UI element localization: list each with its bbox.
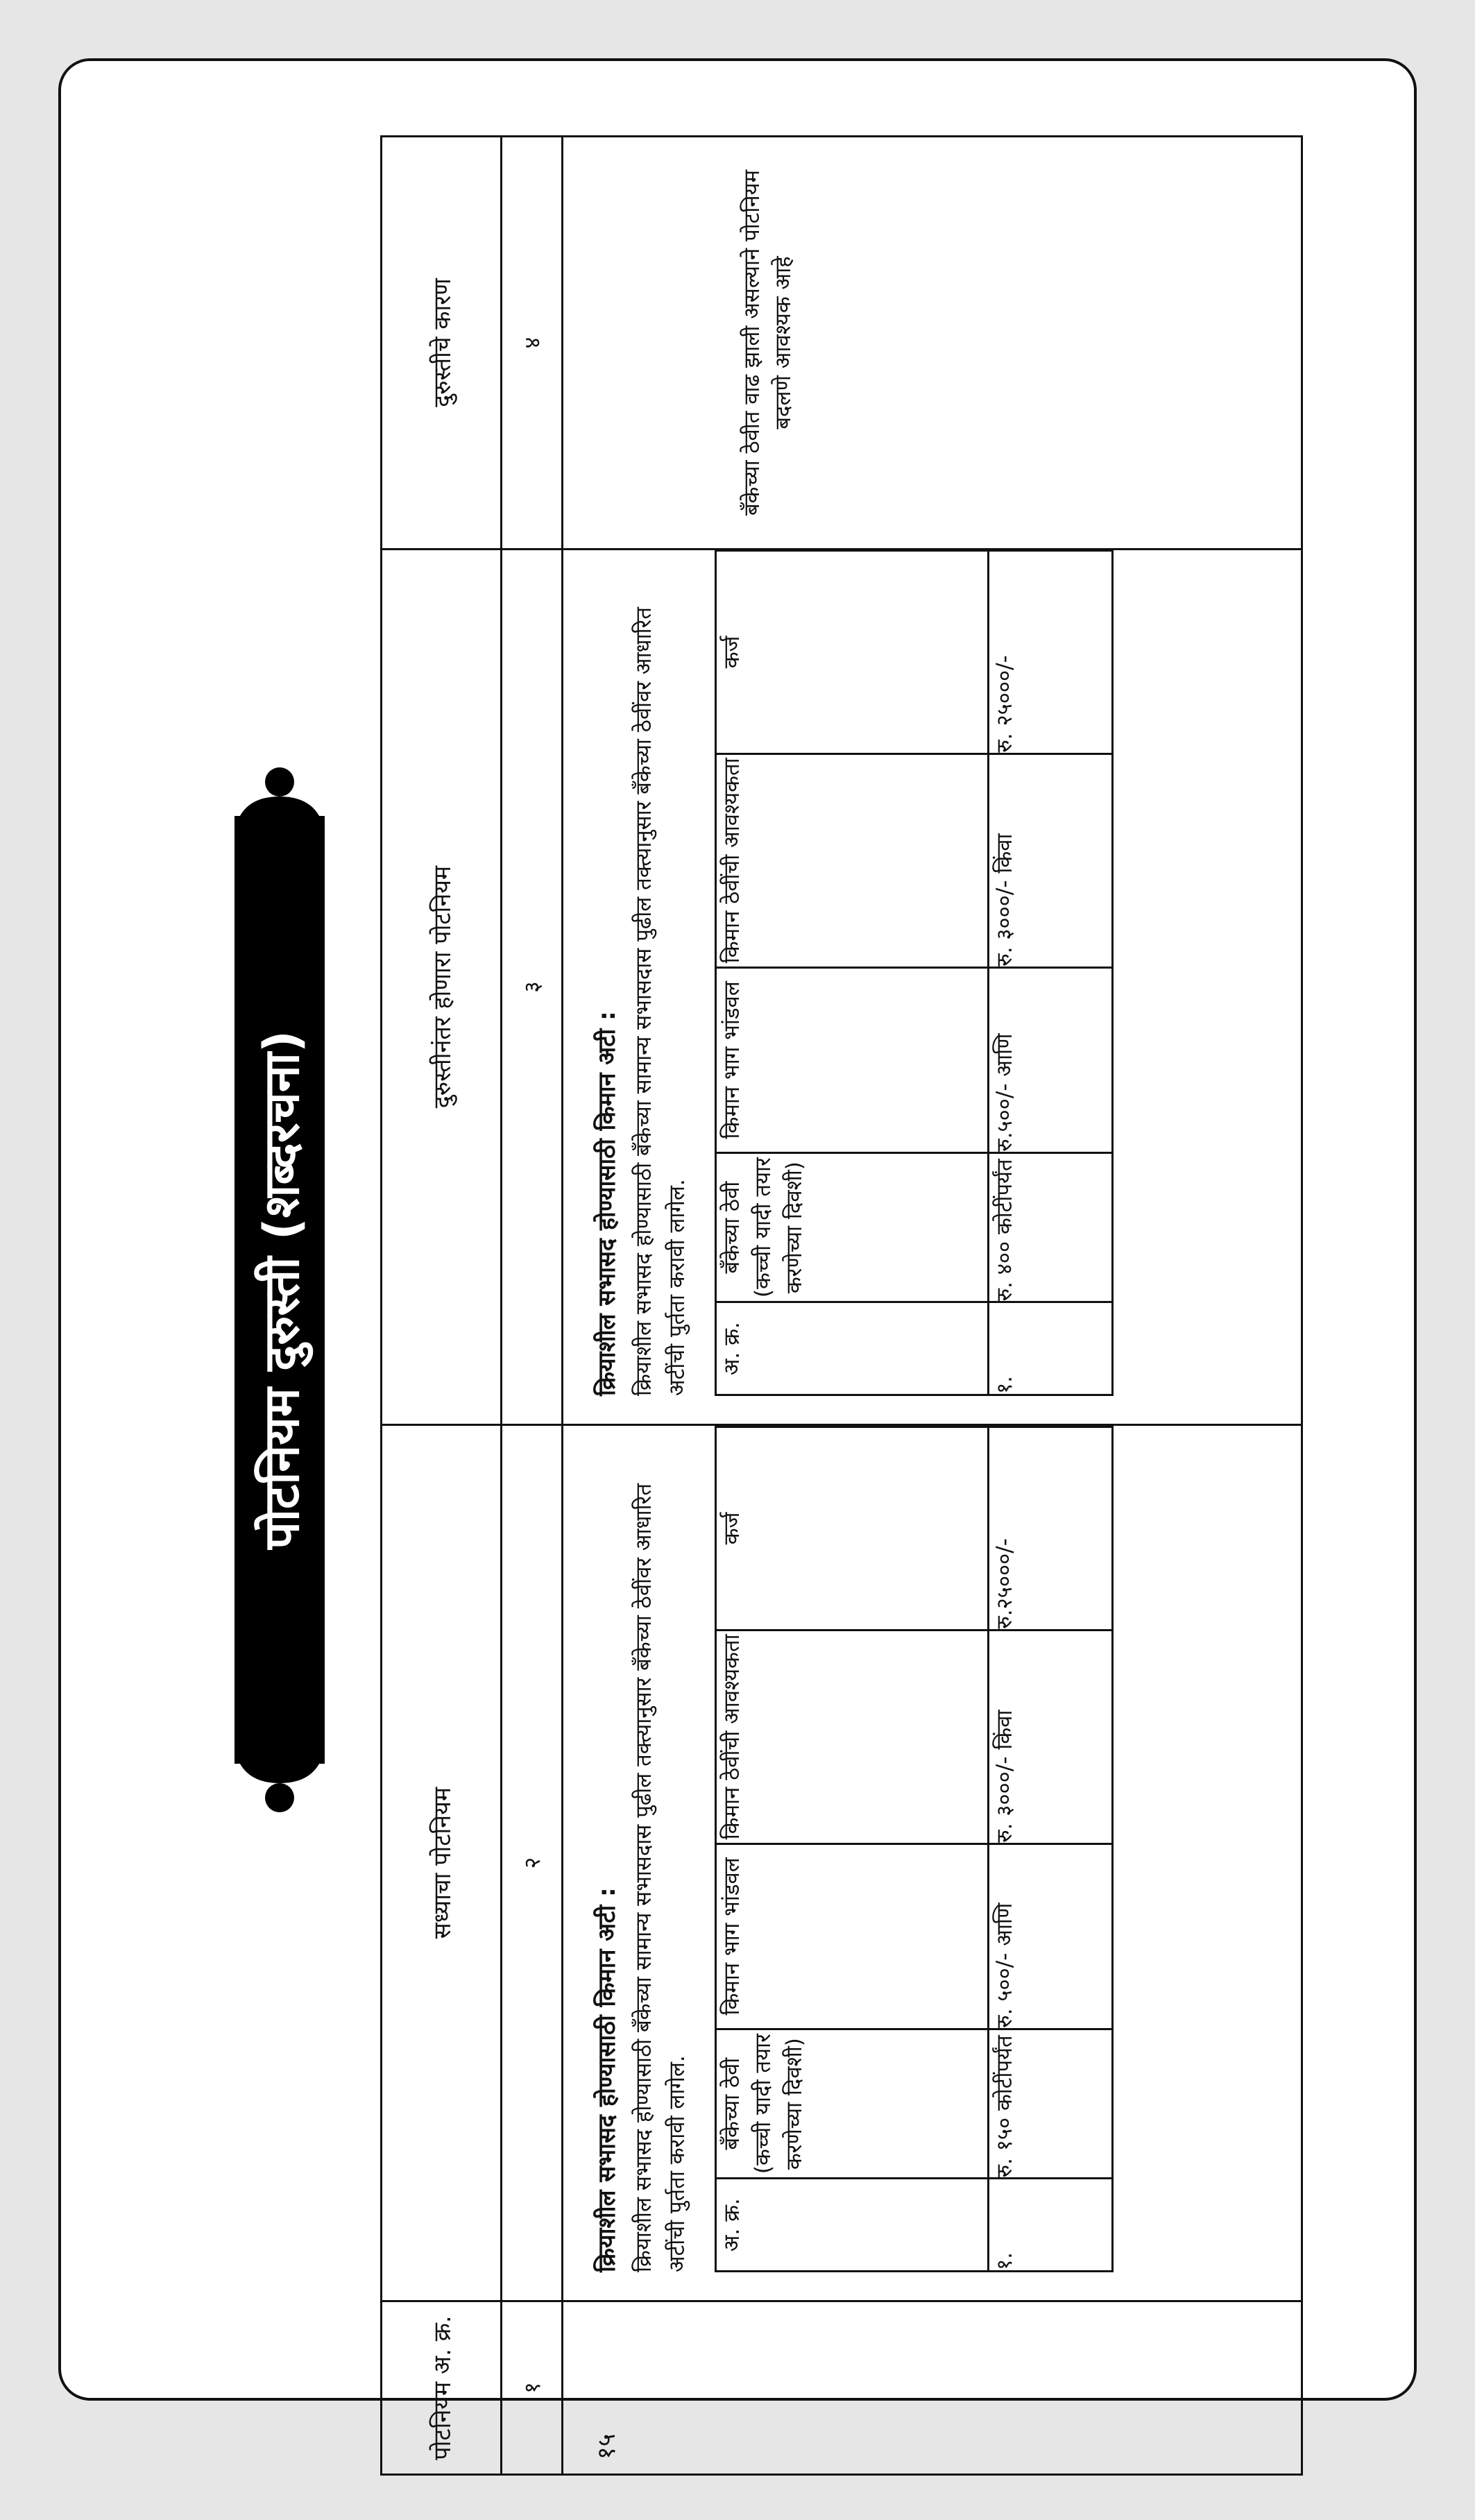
th-deposit-requirement: किमान ठेवींची आवश्यकता bbox=[716, 1630, 989, 1844]
current-conditions-table bbox=[715, 1426, 1114, 2272]
column-number: १ bbox=[502, 2301, 563, 2475]
cell-share-capital: रु. ५००/- आणि bbox=[989, 1844, 1113, 2029]
header-rule-number: पोटनियम अ. क्र. bbox=[382, 2301, 502, 2475]
cell-share-capital: रु.५००/- आणि bbox=[989, 967, 1113, 1152]
header-amended-rule: दुरुस्तीनंतर होणारा पोटनियम bbox=[382, 550, 502, 1425]
cell-deposits: रु. ४०० कोटींपर्यंत bbox=[989, 1152, 1113, 1302]
current-text: क्रियाशील सभासद होण्यासाठी बँकेच्या सामान्य सभासदास पुढील तक्त्यानुसार बँकेच्या ठेवींवर आधारित अटींची पुर्तता करावी लागेल. bbox=[631, 1483, 690, 2272]
cell-deposit-requirement: रु. ३०००/- किंवा bbox=[989, 1630, 1113, 1844]
th-deposits: बँकेच्या ठेवी (कच्ची यादी तयार करणेच्या दिवशी) bbox=[716, 2029, 989, 2179]
rule-number-cell bbox=[563, 2301, 1302, 2475]
rule-number: १५ bbox=[592, 2433, 621, 2460]
page-card bbox=[58, 58, 1417, 2460]
table-header-row bbox=[716, 551, 989, 1395]
cell-serial: १. bbox=[989, 2179, 1113, 2272]
table-row bbox=[989, 1427, 1113, 2272]
reason-cell bbox=[563, 137, 1302, 550]
rotated-content bbox=[61, 61, 1475, 2520]
column-number: २ bbox=[502, 1425, 563, 2301]
th-share-capital: किमान भाग भांडवल bbox=[716, 1844, 989, 2029]
cell-deposit-requirement: रु. ३०००/- किंवा bbox=[989, 754, 1113, 967]
current-heading: क्रियाशील सभासद होण्यासाठी किमान अटी : bbox=[593, 1887, 621, 2272]
header-reason: दुरुस्तीचे कारण bbox=[382, 137, 502, 550]
cell-loan: रु.२५०००/- bbox=[989, 1427, 1113, 1631]
header-row bbox=[382, 137, 502, 2475]
cell-serial: १. bbox=[989, 1302, 1113, 1395]
th-loan: कर्ज bbox=[716, 551, 989, 754]
title-banner bbox=[235, 767, 325, 1812]
amended-heading: क्रियाशील सभासद होण्यासाठी किमान अटी : bbox=[593, 1011, 621, 1396]
th-deposits: बँकेच्या ठेवी (कच्ची यादी तयार करणेच्या दिवशी) bbox=[716, 1152, 989, 1302]
current-rule-cell bbox=[563, 1425, 1302, 2301]
th-serial: अ. क्र. bbox=[716, 2179, 989, 2272]
th-share-capital: किमान भाग भांडवल bbox=[716, 967, 989, 1152]
table-header-row bbox=[716, 1427, 989, 2272]
column-number: ४ bbox=[502, 137, 563, 550]
amended-conditions-table bbox=[715, 550, 1114, 1396]
banner-bar bbox=[235, 816, 325, 1764]
cell-loan: रु. २५०००/- bbox=[989, 551, 1113, 754]
amendment-table bbox=[380, 135, 1303, 2476]
table-row bbox=[989, 551, 1113, 1395]
column-number: ३ bbox=[502, 550, 563, 1425]
amended-text: क्रियाशील सभासद होण्यासाठी बँकेच्या सामान्य सभासदास पुढील तक्त्यानुसार बँकेच्या ठेवींवर आधारित अटींची पुर्तता करावी लागेल. bbox=[631, 606, 690, 1396]
column-number-row bbox=[502, 137, 563, 2475]
th-deposit-requirement: किमान ठेवींची आवश्यकता bbox=[716, 754, 989, 967]
page-title: पोटनियम दुरुस्ती (शब्दरचना) bbox=[253, 1030, 310, 1549]
reason-text: बँकेच्या ठेवीत वाढ झाली असल्याने पोटनियम बदलणे आवश्यक आहे bbox=[740, 169, 796, 516]
header-current-rule: सध्याचा पोटनियम bbox=[382, 1425, 502, 2301]
rule-row bbox=[563, 137, 1302, 2475]
th-serial: अ. क्र. bbox=[716, 1302, 989, 1395]
cell-deposits: रु. १५० कोटींपर्यंत bbox=[989, 2029, 1113, 2179]
th-loan: कर्ज bbox=[716, 1427, 989, 1631]
amended-rule-cell bbox=[563, 550, 1302, 1425]
